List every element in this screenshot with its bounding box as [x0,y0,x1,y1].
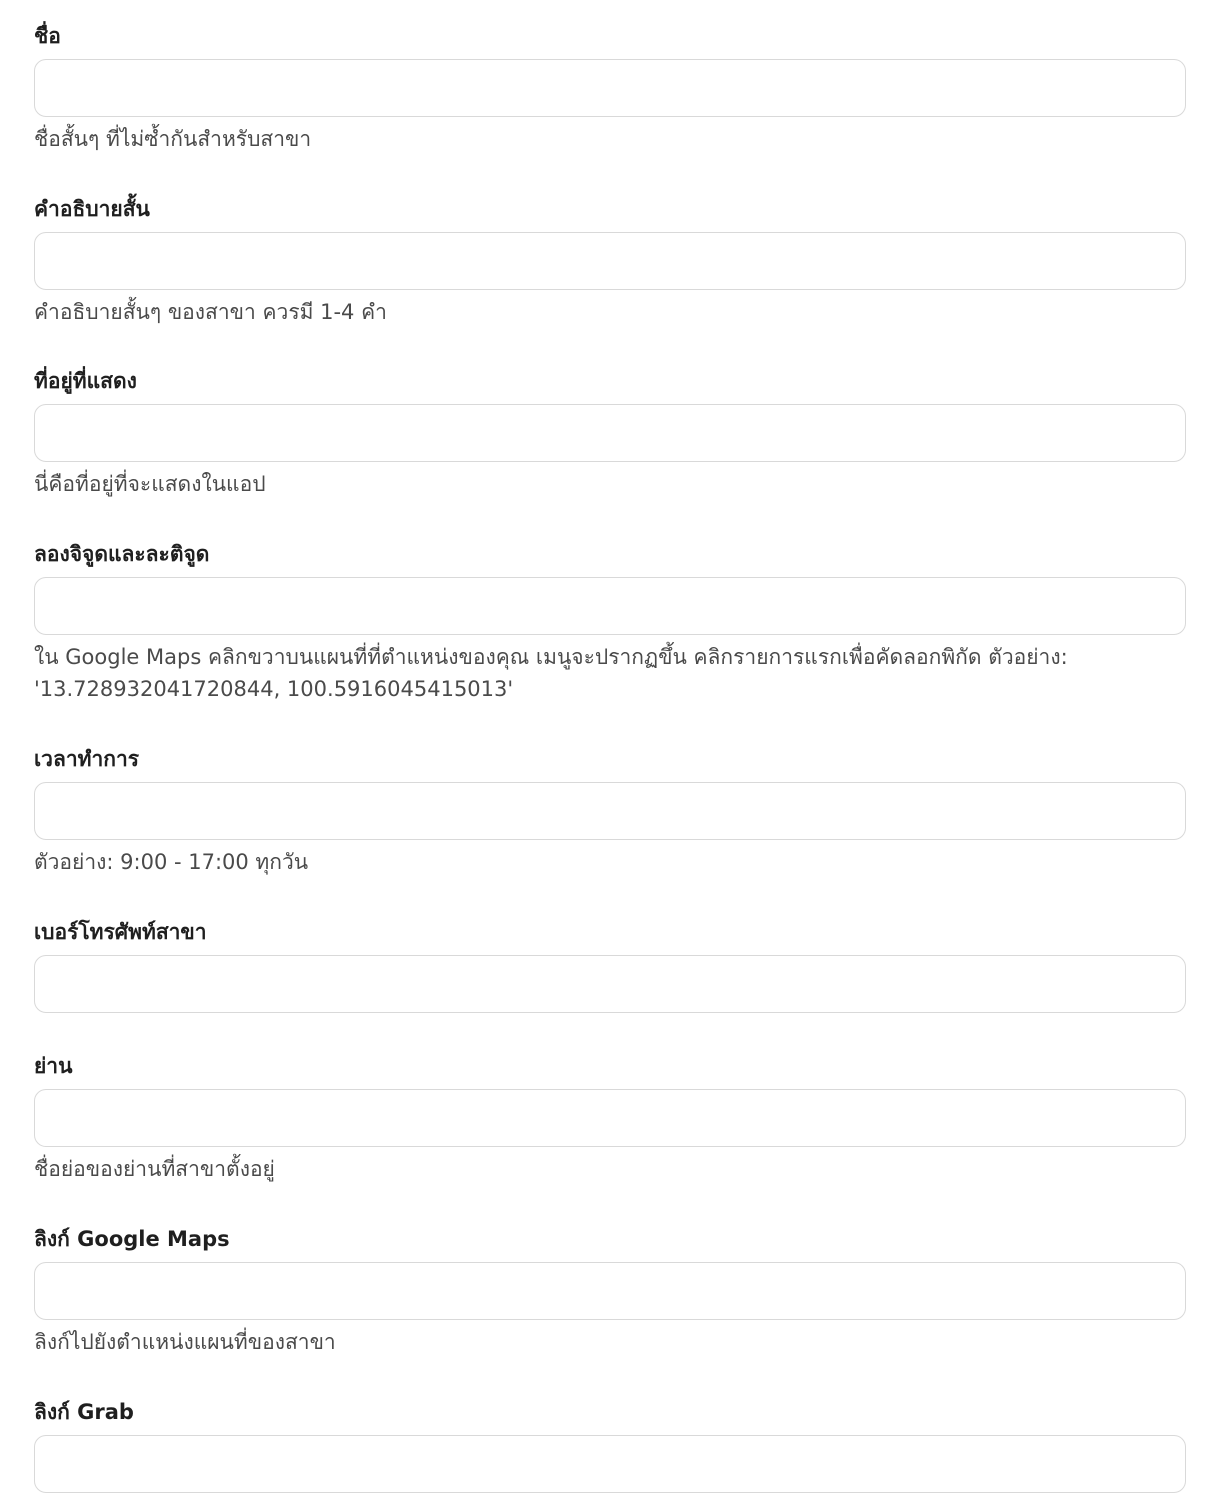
branch-phone-input[interactable] [34,955,1186,1013]
branch-phone-field-group [34,896,1186,954]
opening-hours-label: เวลาทำการ [34,747,140,771]
neighborhood-help-text: ชื่อย่อของย่านที่สาขาตั้งอยู่ [34,1157,275,1181]
display-address-field-group [34,345,1186,496]
coordinates-label: ลองจิจูดและละติจูด [34,542,210,566]
name-input[interactable] [34,59,1186,117]
opening-hours-input[interactable] [34,782,1186,840]
coordinates-help-example: '13.728932041720844, 100.5916045415013' [34,677,514,701]
coordinates-help-line-1: ใน Google Maps คลิกขวาบนแผนที่ที่ตำแหน่งของคุณ เมนูจะปรากฏขึ้น คลิกรายการแรกเพื่อคัดลอกพิกัด ตัวอย่าง: [34,645,1068,669]
coordinates-field-group [34,518,1186,701]
neighborhood-label: ย่าน [34,1054,73,1078]
google-maps-link-field-group [34,1203,1186,1354]
opening-hours-field-group [34,723,1186,874]
display-address-label: ที่อยู่ที่แสดง [34,369,137,393]
short-description-label: คำอธิบายสั้น [34,197,150,221]
google-maps-link-label: ลิงก์ Google Maps [34,1227,230,1251]
grab-link-label: ลิงก์ Grab [34,1400,134,1424]
opening-hours-help-text: ตัวอย่าง: 9:00 - 17:00 ทุกวัน [34,850,309,874]
name-help-text: ชื่อสั้นๆ ที่ไม่ซ้ำกันสำหรับสาขา [34,127,312,151]
coordinates-help-text [34,641,1186,705]
short-description-field-group [34,173,1186,324]
name-field-group [34,0,1186,151]
display-address-help-text: นี่คือที่อยู่ที่จะแสดงในแอป [34,472,266,496]
name-label: ชื่อ [34,24,61,48]
google-maps-link-input[interactable] [34,1262,1186,1320]
display-address-input[interactable] [34,404,1186,462]
short-description-input[interactable] [34,232,1186,290]
short-description-help-text: คำอธิบายสั้นๆ ของสาขา ควรมี 1-4 คำ [34,300,387,324]
grab-link-field-group [34,1376,1186,1434]
grab-link-input[interactable] [34,1435,1186,1493]
branch-phone-label: เบอร์โทรศัพท์สาขา [34,920,207,944]
neighborhood-input[interactable] [34,1089,1186,1147]
google-maps-link-help-text: ลิงก์ไปยังตำแหน่งแผนที่ของสาขา [34,1330,336,1354]
neighborhood-field-group [34,1030,1186,1181]
coordinates-input[interactable] [34,577,1186,635]
